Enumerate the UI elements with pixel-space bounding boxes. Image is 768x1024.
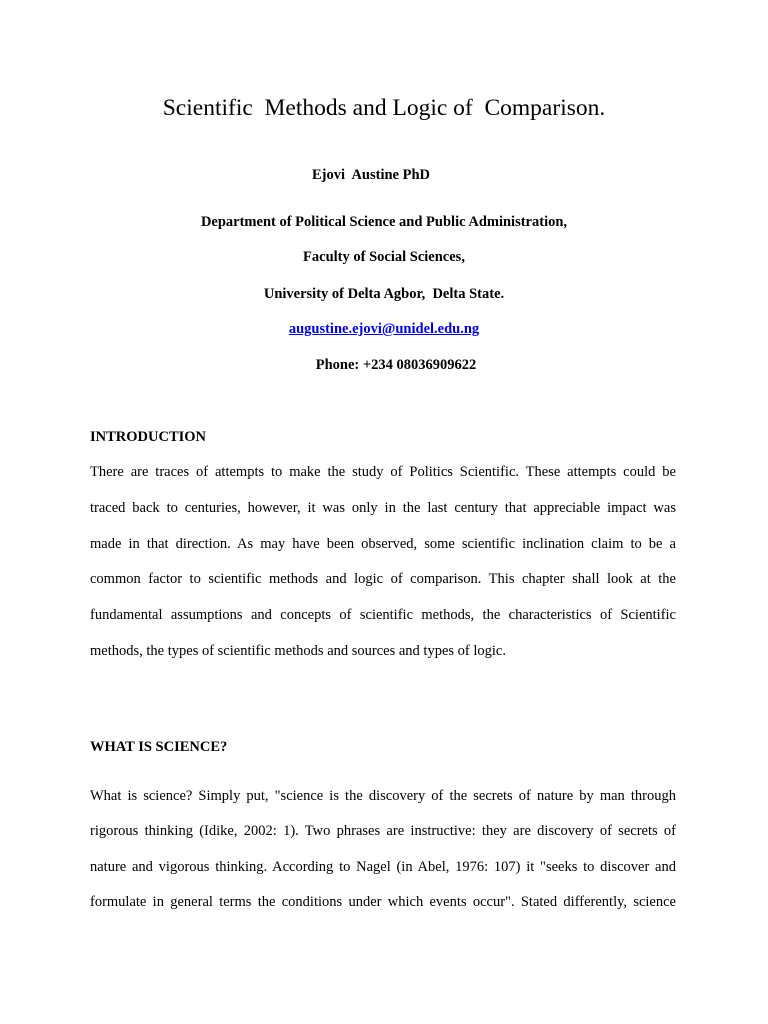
section-heading-introduction: INTRODUCTION [90, 429, 207, 445]
author-email-link[interactable]: augustine.ejovi@unidel.edu.ng [288, 321, 480, 337]
author-name: Ejovi Austine PhD [311, 167, 431, 183]
author-faculty: Faculty of Social Sciences, [303, 249, 465, 265]
author-department: Department of Political Science and Public Administration, [200, 214, 568, 230]
paragraph-line: There are traces of attempts to make the study of Politics Scientific. These attempts could be [90, 464, 676, 480]
document-title: Scientific Methods and Logic of Comparison. [162, 95, 606, 121]
paragraph-line: formulate in general terms the conditions under which events occur". Stated differently, science [90, 894, 676, 910]
author-university: University of Delta Agbor, Delta State. [263, 286, 505, 302]
paragraph-line: common factor to scientific methods and logic of comparison. This chapter shall look at the [90, 571, 676, 587]
paragraph-line: nature and vigorous thinking. According to Nagel (in Abel, 1976: 107) it "seeks to discover and [90, 859, 676, 875]
paragraph-line: rigorous thinking (Idike, 2002: 1). Two phrases are instructive: they are discovery of secrets of [90, 823, 676, 839]
paragraph-line: methods, the types of scientific methods and sources and types of logic. [90, 643, 506, 659]
author-phone: Phone: +234 08036909622 [315, 357, 477, 373]
paragraph-line: What is science? Simply put, "science is the discovery of the secrets of nature by man through [90, 788, 676, 804]
section-heading-what-is-science: WHAT IS SCIENCE? [90, 739, 228, 755]
paragraph-line: made in that direction. As may have been observed, some scientific inclination claim to be a [90, 536, 676, 552]
paragraph-line: fundamental assumptions and concepts of scientific methods, the characteristics of Scientific [90, 607, 676, 623]
paragraph-line: traced back to centuries, however, it was only in the last century that appreciable impact was [90, 500, 676, 516]
